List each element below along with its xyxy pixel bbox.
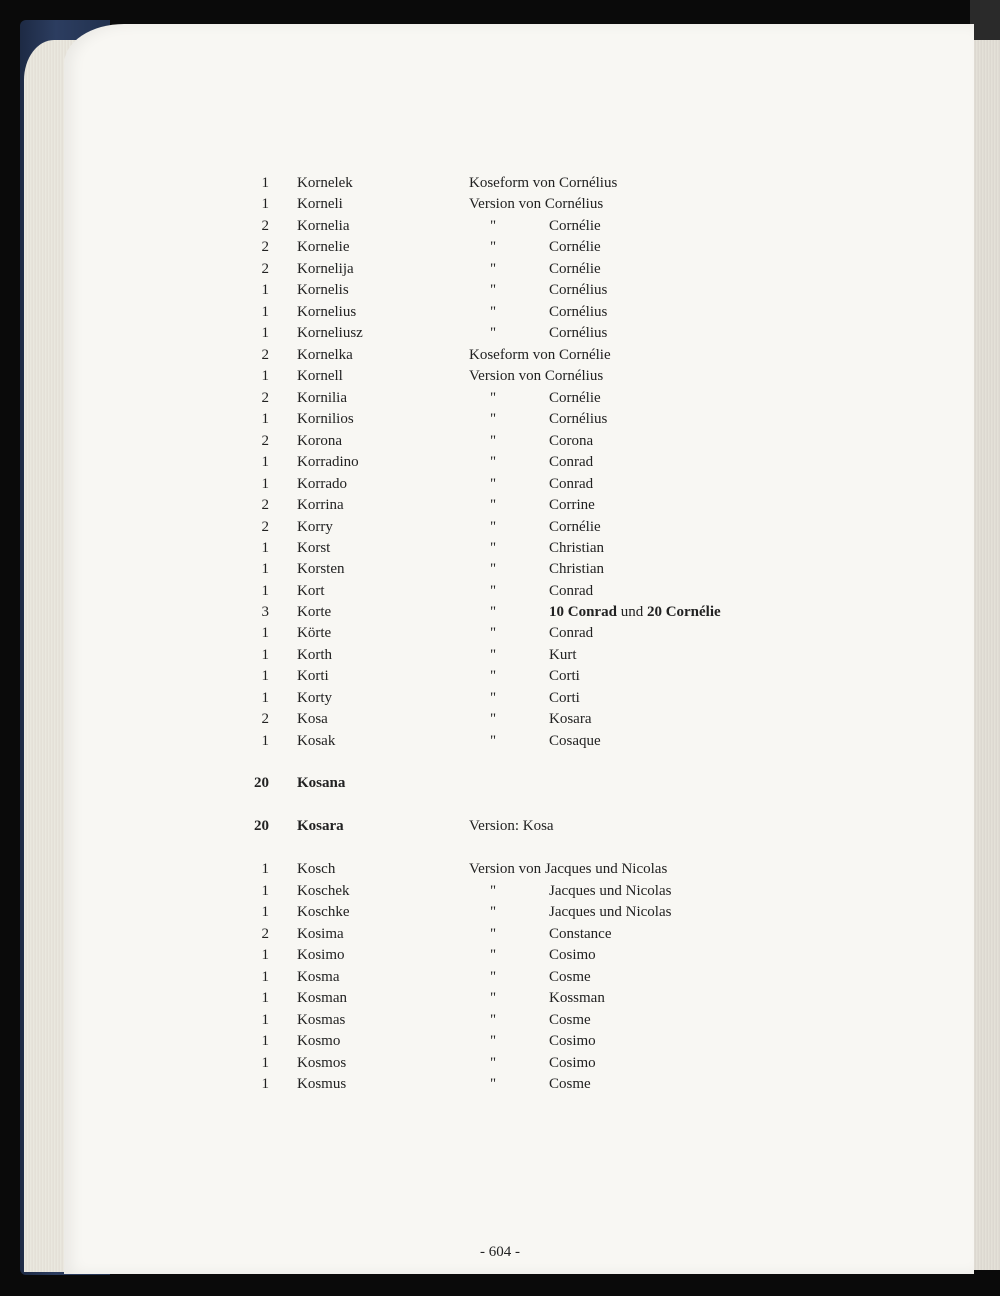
- ditto-mark: ": [489, 1055, 497, 1071]
- entry-target: Cosme: [549, 969, 591, 985]
- entry-count: 2: [261, 433, 269, 449]
- entry-name: Kornelia: [297, 218, 350, 234]
- entry-count: 1: [261, 969, 269, 985]
- ditto-mark: ": [489, 561, 497, 577]
- entry-target: Cornélie: [549, 218, 601, 234]
- entry-count: 2: [261, 239, 269, 255]
- entry-target: Cornélius: [549, 304, 608, 320]
- index-entry: [0, 474, 1000, 494]
- index-entry: [0, 323, 1000, 343]
- entry-name: Kornelius: [297, 304, 357, 320]
- ditto-mark: ": [489, 583, 497, 599]
- entry-name: Kornell: [297, 368, 343, 384]
- index-entry: [0, 173, 1000, 193]
- ditto-mark: ": [489, 883, 497, 899]
- index-entry: [0, 194, 1000, 214]
- index-entry: [0, 924, 1000, 944]
- ditto-mark: ": [489, 390, 497, 406]
- entry-name: Korty: [297, 690, 332, 706]
- index-entry: [0, 237, 1000, 257]
- index-entry: [0, 581, 1000, 601]
- entry-name: Kosman: [297, 990, 347, 1006]
- entry-count: 1: [261, 861, 269, 877]
- index-entry: [0, 902, 1000, 922]
- index-entry: [0, 302, 1000, 322]
- entry-count: 1: [261, 1076, 269, 1092]
- entry-count: 1: [261, 883, 269, 899]
- ditto-mark: ": [489, 325, 497, 341]
- entry-target: Corona: [549, 433, 594, 449]
- index-entry: [0, 517, 1000, 537]
- index-entry: [0, 409, 1000, 429]
- entry-name: Korth: [297, 647, 332, 663]
- index-entry: [0, 623, 1000, 643]
- entry-name: Koschek: [297, 883, 350, 899]
- index-entry: [0, 345, 1000, 365]
- entry-relation: Version: Kosa: [469, 818, 554, 834]
- index-entry: [0, 666, 1000, 686]
- ditto-mark: ": [489, 1012, 497, 1028]
- entry-target: Cosme: [549, 1076, 591, 1092]
- entry-target: Kurt: [549, 647, 577, 663]
- entry-count: 1: [261, 647, 269, 663]
- entry-target-part: 10 Conrad: [549, 604, 617, 620]
- entry-count: 1: [261, 282, 269, 298]
- entry-name: Kort: [297, 583, 325, 599]
- entry-target: [549, 602, 721, 622]
- ditto-mark: ": [489, 304, 497, 320]
- ditto-mark: ": [489, 604, 497, 620]
- entry-name: Kosch: [297, 861, 336, 877]
- entry-relation: Version von Cornélius: [469, 196, 604, 212]
- entry-count: 1: [261, 368, 269, 384]
- index-entry: [0, 259, 1000, 279]
- entry-target: Kosara: [549, 711, 592, 727]
- entry-count: 2: [261, 261, 269, 277]
- ditto-mark: ": [489, 239, 497, 255]
- entry-target: Cosimo: [549, 947, 596, 963]
- entry-count: 1: [261, 583, 269, 599]
- entry-count: 1: [261, 668, 269, 684]
- entry-target: Cornélius: [549, 282, 608, 298]
- index-entry: [0, 1053, 1000, 1073]
- entry-count: 1: [261, 325, 269, 341]
- entry-target: Cornélius: [549, 325, 608, 341]
- index-entry: [0, 280, 1000, 300]
- ditto-mark: ": [489, 969, 497, 985]
- entry-target: Christian: [549, 540, 604, 556]
- ditto-mark: ": [489, 690, 497, 706]
- entry-name: Korti: [297, 668, 329, 684]
- entry-target-conjunction: und: [616, 604, 647, 620]
- entry-count: 1: [261, 733, 269, 749]
- ditto-mark: ": [489, 990, 497, 1006]
- index-entry: [0, 452, 1000, 472]
- entry-target: Constance: [549, 926, 612, 942]
- ditto-mark: ": [489, 282, 497, 298]
- index-entry: [0, 1010, 1000, 1030]
- entry-count: 2: [261, 347, 269, 363]
- entry-name: Kornelie: [297, 239, 350, 255]
- ditto-mark: ": [489, 947, 497, 963]
- entry-name: Kosmus: [297, 1076, 347, 1092]
- entry-target-part: 20 Cornélie: [646, 604, 721, 620]
- entry-name: Korrina: [297, 497, 344, 513]
- entry-count: 1: [261, 540, 269, 556]
- ditto-mark: ": [489, 519, 497, 535]
- ditto-mark: ": [489, 711, 497, 727]
- entry-name: Korst: [297, 540, 331, 556]
- index-entry: [0, 688, 1000, 708]
- entry-target: Conrad: [549, 583, 594, 599]
- index-entry: [0, 431, 1000, 451]
- entry-target: Corti: [549, 668, 580, 684]
- index-entry: [0, 816, 1000, 836]
- ditto-mark: ": [489, 668, 497, 684]
- entry-count: 2: [261, 497, 269, 513]
- entry-name: Kosmos: [297, 1055, 347, 1071]
- index-entry: [0, 602, 1000, 622]
- entry-count: 1: [261, 1012, 269, 1028]
- index-entry: [0, 709, 1000, 729]
- entry-name: Kornelka: [297, 347, 353, 363]
- ditto-mark: ": [489, 647, 497, 663]
- index-entry: [0, 495, 1000, 515]
- ditto-mark: ": [489, 926, 497, 942]
- entry-count: 1: [261, 561, 269, 577]
- index-entry: [0, 773, 1000, 793]
- entry-name: Korona: [297, 433, 342, 449]
- index-entry: [0, 967, 1000, 987]
- ditto-mark: ": [489, 497, 497, 513]
- entry-count: 2: [261, 926, 269, 942]
- ditto-mark: ": [489, 540, 497, 556]
- entry-relation: Version von Cornélius: [469, 368, 604, 384]
- index-entry: [0, 538, 1000, 558]
- entry-target: Jacques und Nicolas: [549, 883, 672, 899]
- ditto-mark: ": [489, 454, 497, 470]
- entry-name: Kornelija: [297, 261, 354, 277]
- entry-target: Cornélie: [549, 390, 601, 406]
- entry-name: Kosma: [297, 969, 340, 985]
- entry-name: Kosara: [297, 818, 344, 834]
- ditto-mark: ": [489, 1076, 497, 1092]
- index-entry: [0, 559, 1000, 579]
- entry-target: Cosaque: [549, 733, 601, 749]
- entry-target: Cosme: [549, 1012, 591, 1028]
- entry-target: Conrad: [549, 454, 594, 470]
- entry-name: Kosa: [297, 711, 328, 727]
- entry-count: 1: [261, 1055, 269, 1071]
- ditto-mark: ": [489, 1033, 497, 1049]
- ditto-mark: ": [489, 261, 497, 277]
- entry-count: 1: [261, 175, 269, 191]
- entry-name: Kosimo: [297, 947, 345, 963]
- entry-count: 20: [254, 775, 269, 791]
- entry-name: Kosana: [297, 775, 346, 791]
- entry-count: 1: [261, 625, 269, 641]
- entry-target: Cornélie: [549, 261, 601, 277]
- entry-name: Kosmo: [297, 1033, 341, 1049]
- ditto-mark: ": [489, 904, 497, 920]
- entry-count: 3: [261, 604, 269, 620]
- entry-count: 1: [261, 476, 269, 492]
- entry-target: Conrad: [549, 625, 594, 641]
- index-entry: [0, 366, 1000, 386]
- entry-count: 1: [261, 947, 269, 963]
- entry-name: Koschke: [297, 904, 350, 920]
- index-entry: [0, 881, 1000, 901]
- page-number: - 604 -: [480, 1244, 520, 1260]
- entry-name: Kosima: [297, 926, 344, 942]
- index-entry: [0, 859, 1000, 879]
- entry-name: Körte: [297, 625, 332, 641]
- ditto-mark: ": [489, 625, 497, 641]
- entry-count: 2: [261, 390, 269, 406]
- index-entry: [0, 945, 1000, 965]
- entry-count: 2: [261, 711, 269, 727]
- entry-target: Corrine: [549, 497, 595, 513]
- entry-target: Cornélius: [549, 411, 608, 427]
- entry-target: Cosimo: [549, 1033, 596, 1049]
- entry-name: Korradino: [297, 454, 359, 470]
- entry-name: Korry: [297, 519, 333, 535]
- entry-name: Korneli: [297, 196, 343, 212]
- index-entry: [0, 731, 1000, 751]
- entry-count: 1: [261, 454, 269, 470]
- entry-relation: Koseform von Cornélius: [469, 175, 618, 191]
- entry-count: 20: [254, 818, 269, 834]
- entry-target: Jacques und Nicolas: [549, 904, 672, 920]
- entry-target: Cornélie: [549, 239, 601, 255]
- entry-relation: Koseform von Cornélie: [469, 347, 611, 363]
- index-entry: [0, 1031, 1000, 1051]
- entry-target: Cornélie: [549, 519, 601, 535]
- entry-name: Kornilios: [297, 411, 354, 427]
- entry-name: Kosmas: [297, 1012, 346, 1028]
- entry-target: Kossman: [549, 990, 605, 1006]
- entry-count: 1: [261, 990, 269, 1006]
- ditto-mark: ": [489, 733, 497, 749]
- entry-target: Christian: [549, 561, 604, 577]
- entry-count: 1: [261, 690, 269, 706]
- entry-count: 1: [261, 1033, 269, 1049]
- entry-name: Korsten: [297, 561, 345, 577]
- entry-count: 1: [261, 411, 269, 427]
- entry-name: Kornilia: [297, 390, 347, 406]
- entry-target: Cosimo: [549, 1055, 596, 1071]
- entry-name: Kosak: [297, 733, 336, 749]
- index-entry: [0, 1074, 1000, 1094]
- index-entry: [0, 645, 1000, 665]
- entry-count: 1: [261, 904, 269, 920]
- entry-relation: Version von Jacques und Nicolas: [469, 861, 668, 877]
- ditto-mark: ": [489, 411, 497, 427]
- entry-target: Corti: [549, 690, 580, 706]
- entry-name: Korte: [297, 604, 332, 620]
- entry-count: 1: [261, 196, 269, 212]
- entry-count: 2: [261, 519, 269, 535]
- index-entry: [0, 988, 1000, 1008]
- entry-name: Kornelek: [297, 175, 353, 191]
- entry-name: Korneliusz: [297, 325, 363, 341]
- ditto-mark: ": [489, 218, 497, 234]
- ditto-mark: ": [489, 433, 497, 449]
- scan-corner: [970, 0, 1000, 40]
- entry-name: Korrado: [297, 476, 347, 492]
- index-entry: [0, 388, 1000, 408]
- entry-target: Conrad: [549, 476, 594, 492]
- ditto-mark: ": [489, 476, 497, 492]
- entry-name: Kornelis: [297, 282, 349, 298]
- index-entry: [0, 216, 1000, 236]
- entry-count: 1: [261, 304, 269, 320]
- entry-count: 2: [261, 218, 269, 234]
